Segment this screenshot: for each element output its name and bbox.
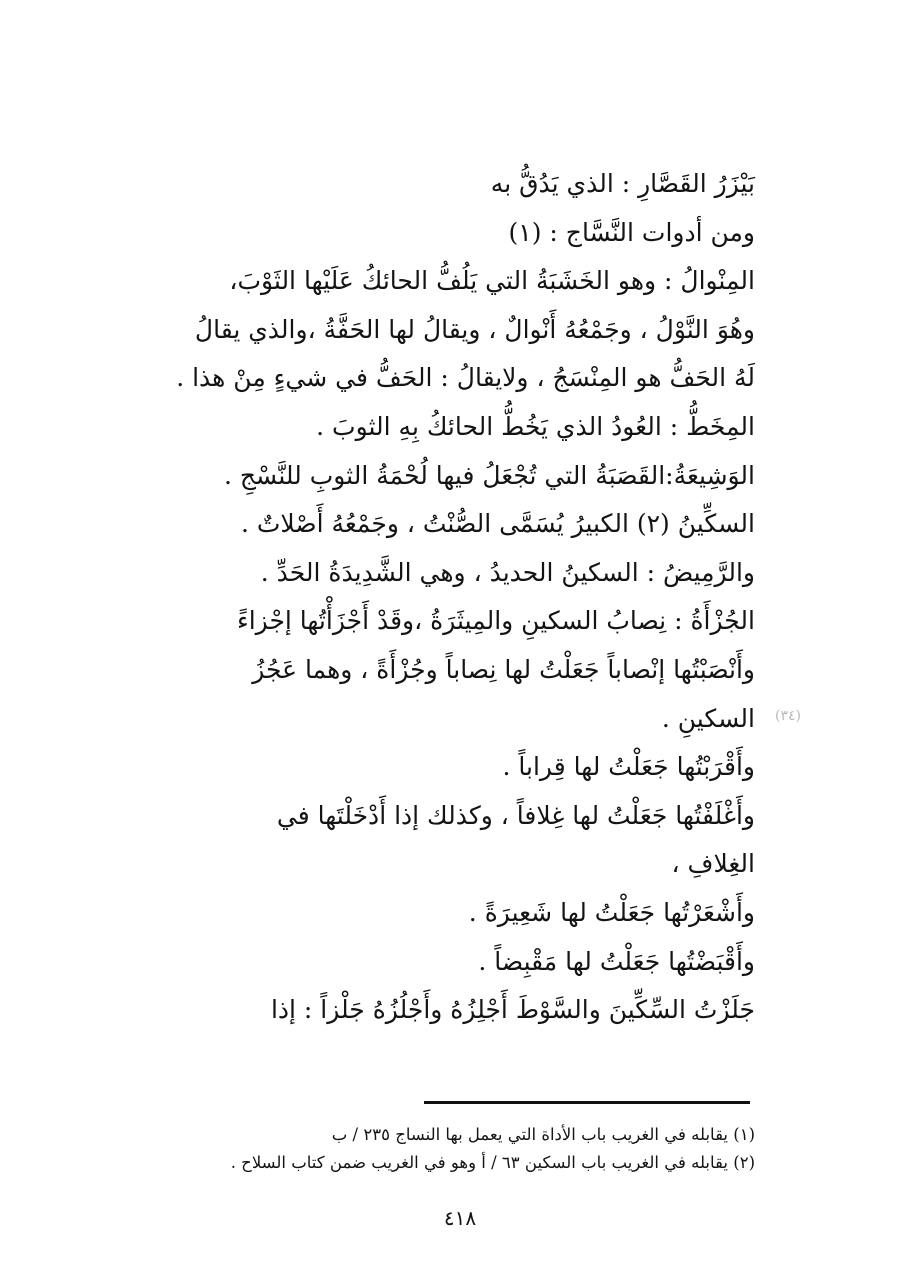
text-line: ومن أدوات النَّسَّاج : (١) xyxy=(508,217,755,247)
text-line: وأَقْبَضْتُها جَعَلْتُ لها مَقْبِضاً . xyxy=(478,946,755,976)
text-line: الوَشِيعَةُ:القَصَبَةُ التي تُجْعَلُ فيها لُحْمَةُ الثوبِ للنَّسْجِ . xyxy=(224,460,755,490)
footnote: (١) يقابله في الغريب باب الأداة التي يعمل بها النساج ٢٣٥ / ب xyxy=(331,1125,755,1144)
page-number: ٤١٨ xyxy=(443,1206,477,1230)
text-line: وأَغْلَفْتُها جَعَلْتُ لها غِلافاً ، وكذلك إذا أَدْخَلْتَها في xyxy=(276,800,755,830)
footnotes xyxy=(100,1121,755,1177)
main-text xyxy=(100,160,755,1035)
text-line: لَهُ الحَفُّ هو المِنْسَجُ ، ولايقالُ : الحَفُّ في شيءٍ مِنْ هذا . xyxy=(176,363,755,393)
text-line: الغِلافِ ، xyxy=(671,849,755,879)
text-line: السكِّينُ (٢) الكبيرُ يُسَمَّى الصُّنْتُ ، وجَمْعُهُ أَصْلاتٌ . xyxy=(241,509,755,539)
footnote: (٢) يقابله في الغريب باب السكين ٦٣ / أ وهو في الغريب ضمن كتاب السلاح . xyxy=(230,1153,755,1172)
text-line: وأَشْعَرْتُها جَعَلْتُ لها شَعِيرَةً . xyxy=(468,897,755,927)
text-line: وأَنْصَبْتُها إنْصاباً جَعَلْتُ لها نِصاباً وجُزْأَةً ، وهما عَجُزُ xyxy=(252,654,755,684)
text-line: المِنْوالُ : وهو الخَشَبَةُ التي يَلُفُّ الحائكُ عَلَيْها الثَوْبَ، xyxy=(229,266,755,296)
text-line: جَلَزْتُ السِّكِّينَ والسَّوْطَ أَجْلِزُهُ وأَجْلُزُهُ جَلْزاً : إذا xyxy=(270,995,755,1025)
margin-mark: (٣٤) xyxy=(775,708,801,724)
text-line: وهُوَ النَّوْلُ ، وجَمْعُهُ أَنْوالٌ ، ويقالُ لها الحَفَّةُ ،والذي يقالُ xyxy=(194,314,755,344)
text-line: الجُزْأَةُ : نِصابُ السكينِ والمِيثَرَةُ ،وقَدْ أَجْزَأْتُها إجْزاءً xyxy=(236,606,755,636)
text-line: والرَّمِيضُ : السكينُ الحديدُ ، وهي الشَّدِيدَةُ الحَدِّ . xyxy=(260,557,755,587)
text-line: السكينِ . xyxy=(661,703,755,733)
text-line: بَيْزَرُ القَصَّارِ : الذي يَدُقُّ به xyxy=(490,169,755,198)
text-line: المِخَطُّ : العُودُ الذي يَخُطُّ الحائكُ بِهِ الثوبَ . xyxy=(316,411,755,441)
footnote-divider xyxy=(424,1101,750,1104)
text-line: وأَقْرَبْتُها جَعَلْتُ لها قِراباً . xyxy=(502,752,755,782)
